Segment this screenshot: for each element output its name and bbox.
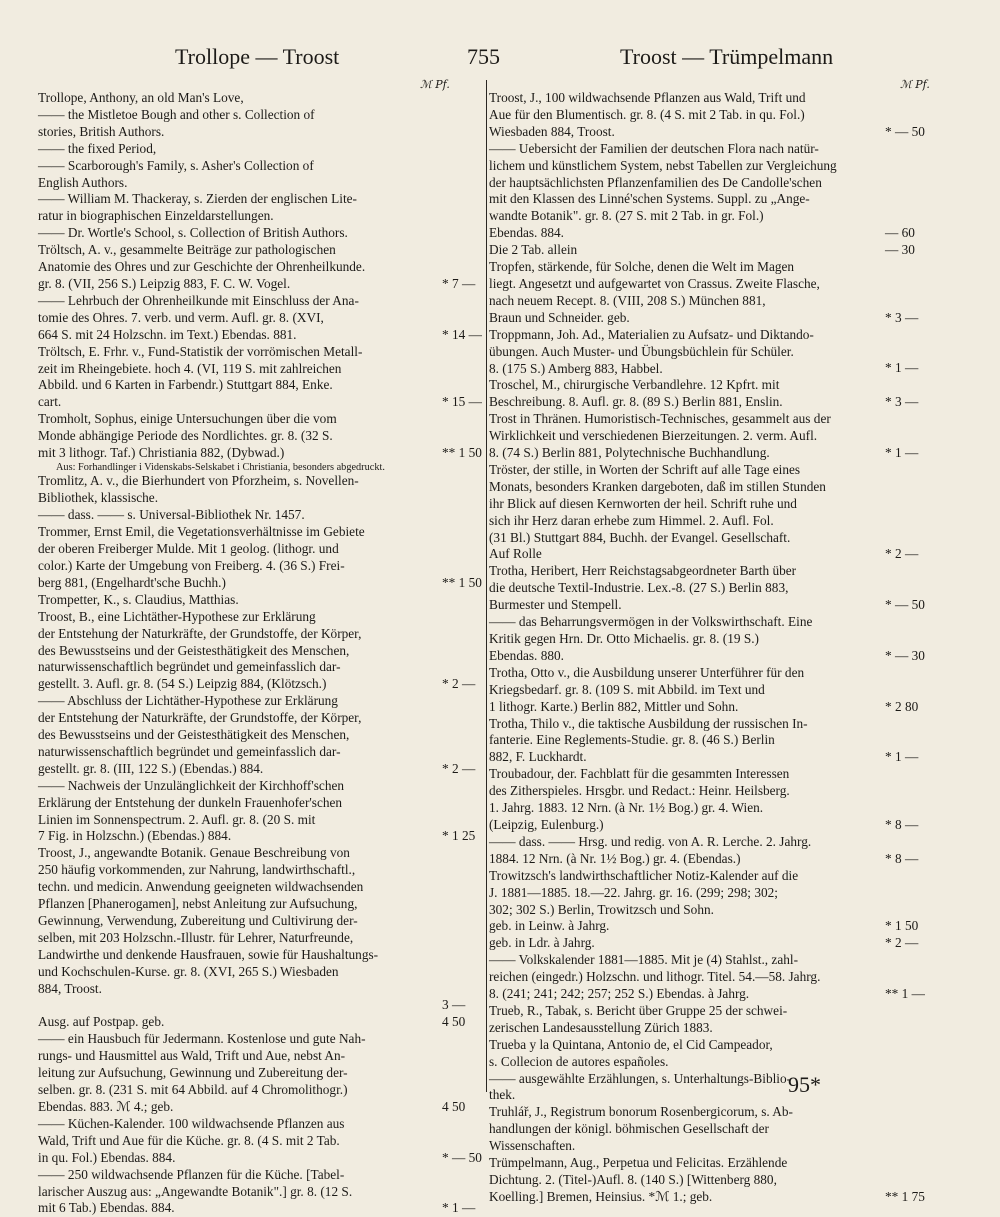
entry-price: * 14 — xyxy=(442,326,482,342)
entry-text: —— dass. —— Hrsg. und redig. von A. R. Lerche. 2. Jahrg. 1884. 12 Nrn. (à Nr. 1½ Bog.) gr. 4. (Ebendas.) xyxy=(489,833,812,866)
entry-price: * 2 80 xyxy=(885,698,919,714)
entry-text: —— Volkskalender 1881—1885. Mit je (4) Stahlst., zahl- reichen (eingedr.) Holzschn. und lithogr. Titel. 54.—58. Jahrg. 8. (241; 241; 242; 257; 252 S.) Ebendas. à Jahrg. xyxy=(489,952,821,1002)
entry-text: Trollope, Anthony, an old Man's Love, —— the Mistletoe Bough and other s. Collection of stories, British Authors. —— the fixed Period, xyxy=(38,90,315,156)
entry-price: * 2 — xyxy=(885,546,919,562)
entry-price: 4 50 xyxy=(442,1098,466,1114)
entry-price: ** 1 50 xyxy=(442,445,482,461)
catalog-entry xyxy=(38,473,438,507)
entry-price: * 3 — xyxy=(885,394,919,410)
catalog-entry xyxy=(489,259,919,327)
entry-price: 3 — 4 50 xyxy=(442,997,466,1030)
entry-text: —— Scarborough's Family, s. Asher's Collection of English Authors. xyxy=(38,157,314,190)
entry-note: Aus: Forhandlinger i Videnskabs-Selskabet i Christiania, besonders abgedruckt. xyxy=(56,461,385,473)
entry-text: Troost, J., angewandte Botanik. Genaue Beschreibung von 250 häufig vorkommenden, zur Nahrung, landwirthschaftl., techn. und medicin. Anwendung geeigneten wildwachsenden Pflanzen [Phanerogamen], nebst Anleitung zur Aufsuchung, Gewinnung, Verwendung, Zubereitung und Cultivirung der- selben, mit 203 Holzschn.-Illustr. für Lehrer, Naturfreunde, Landwirthe und denkende Hausfrauen, sowie für Haushaltungs- und Kochschulen-Kurse. gr. 8. (XVI, 265 S.) Wiesbaden 884, Troost. Ausg. auf Postpap. geb. xyxy=(38,845,379,1030)
entry-price: * 1 — xyxy=(885,749,919,765)
entry-text: Troubadour, der. Fachblatt für die gesammten Interessen des Zitherspieles. Hrsgbr. und Redact.: Heinr. Heilsberg. 1. Jahrg. 1883. 12 Nrn. (à Nr. 1½ Bog.) gr. 4. Wien. (Leipzig, Eulenburg.) xyxy=(489,766,790,832)
entry-text: Trompetter, K., s. Claudius, Matthias. xyxy=(38,591,239,607)
entry-text: —— das Beharrungsvermögen in der Volkswirthschaft. Eine Kritik gegen Hrn. Dr. Otto Michaelis. gr. 8. (19 S.) Ebendas. 880. xyxy=(489,614,813,663)
entry-text: Trümpelmann, Aug., Perpetua und Felicitas. Erzählende Dichtung. 2. (Titel-)Aufl. 8. (140 S.) [Wittenberg 880, Koelling.] Bremen, Heinsius. *ℳ 1.; geb. xyxy=(489,1155,788,1204)
entry-text: —— Dr. Wortle's School, s. Collection of British Authors. xyxy=(38,225,348,241)
entry-price: * 1 — xyxy=(442,1200,476,1216)
catalog-entry xyxy=(489,1155,925,1206)
entry-text: Troschel, M., chirurgische Verbandlehre. 12 Kpfrt. mit Beschreibung. 8. Aufl. gr. 8. (89 S.) Berlin 881, Enslin. xyxy=(489,377,783,410)
catalog-entry xyxy=(38,777,476,846)
entry-text: Trommer, Ernst Emil, die Vegetationsverhältnisse im Gebiete der oberen Freiberger Mulde. Mit 1 geolog. (lithogr. und color.) Karte der Umgebung von Freiberg. 4. (36 S.) Frei- berg 881, (Engelhardt'sche Buchh.) xyxy=(38,524,365,590)
catalog-entry xyxy=(489,1037,889,1071)
running-header xyxy=(30,44,970,74)
entry-text: —— Küchen-Kalender. 100 wildwachsende Pflanzen aus Wald, Trift und Aue für die Küche. gr. 8. (4 S. mit 2 Tab. in qu. Fol.) Ebendas. 884. xyxy=(38,1115,345,1165)
entry-text: —— dass. —— s. Universal-Bibliothek Nr. 1457. xyxy=(38,507,305,523)
entry-text: —— William M. Thackeray, s. Zierden der englischen Lite- ratur in biographischen Einzeldarstellungen. xyxy=(38,191,357,224)
entry-text: Trowitzsch's landwirthschaftlicher Notiz-Kalender auf die J. 1881—1885. 18.—22. Jahrg. gr. 16. (299; 298; 302; 302; 302 S.) Berlin, Trowitzsch und Sohn. geb. in Leinw. à Jahrg. geb. in Ldr. à Jahrg. xyxy=(489,867,799,951)
entry-text: Tromlitz, A. v., die Bierhundert von Pforzheim, s. Novellen- Bibliothek, klassische. xyxy=(38,473,359,506)
catalog-entry xyxy=(38,158,438,192)
entry-price: — 60 — 30 xyxy=(885,225,915,258)
catalog-entry xyxy=(38,1031,466,1116)
page-number: 755 xyxy=(467,44,500,69)
catalog-entry xyxy=(489,140,915,259)
entry-text: Trotha, Thilo v., die taktische Ausbildung der russischen In- fanterie. Eine Reglements-Studie. gr. 8. (46 S.) Berlin 882, F. Luckhardt. xyxy=(489,715,808,765)
catalog-entry xyxy=(489,461,919,563)
entry-text: Truhlář, J., Registrum bonorum Rosenbergicorum, s. Ab- handlungen der königl. böhmischen Gesellschaft der Wissenschaften. xyxy=(489,1104,793,1154)
entry-text: —— ausgewählte Erzählungen, s. Unterhaltungs-Biblio- thek. xyxy=(489,1070,792,1103)
entry-price: * 2 — xyxy=(442,676,476,692)
entry-text: —— Uebersicht der Familien der deutschen Flora nach natür- lichem und künstlichem System, nebst Tabellen zur Vergleichung der hauptsächlichsten Pflanzenfamilien des De Candolle'schen mit den Klassen des Linné'schen Systems. Suppl. zu „Ange- wandte Botanik". gr. 8. (27 S. mit 2 Tab. in gr. Fol.) Ebendas. 884. Die 2 Tab. allein xyxy=(489,140,837,258)
catalog-entry xyxy=(38,1115,482,1167)
entry-price: * 7 — xyxy=(442,275,476,291)
entry-price: * 1 — xyxy=(885,445,919,461)
entry-text: —— Abschluss der Lichtäther-Hypothese zur Erklärung der Entstehung der Naturkräfte, der Grundstoffe, der Körper, des Bewusstseins und der Geistesthätigkeit des Menschen, naturwissenschaftlich begründet und gemeinfasslich dar- gestellt. gr. 8. (III, 122 S.) (Ebendas.) 884. xyxy=(38,693,362,776)
catalog-entry xyxy=(489,867,919,953)
entry-text: Tromholt, Sophus, einige Untersuchungen über die vom Monde abhängige Periode des Nordlichtes. gr. 8. (32 S. mit 3 lithogr. Taf.) Christiania 882, (Dybwad.) xyxy=(38,411,337,461)
header-left: Trollope — Troost xyxy=(175,44,340,69)
catalog-entry xyxy=(38,292,482,344)
catalog-entry xyxy=(489,411,919,462)
entry-text: —— Lehrbuch der Ohrenheilkunde mit Einschluss der Ana- tomie des Ohres. 7. verb. und verm. Aufl. gr. 8. (XVI, 664 S. mit 24 Holzschn. im Text.) Ebendas. 881. xyxy=(38,292,359,342)
entry-text: —— ein Hausbuch für Jedermann. Kostenlose und gute Nah- rungs- und Hausmittel aus Wald, Trift und Aue, nebst An- leitung zur Aufsuchung, Gewinnung und Zubereitung der- selben. gr. 8. (231 S. mit 64 Abbild. auf 4 Chromolithogr.) Ebendas. 883. ℳ 4.; geb. xyxy=(38,1031,366,1114)
entry-price: ** 1 50 xyxy=(442,574,482,590)
catalog-entry xyxy=(38,1166,476,1217)
entry-text: Tröltsch, A. v., gesammelte Beiträge zur pathologischen Anatomie des Ohres und zur Geschichte der Ohrenheilkunde. gr. 8. (VII, 256 S.) Leipzig 883, F. C. W. Vogel. xyxy=(38,242,366,291)
entry-price: * 1 25 xyxy=(442,828,476,844)
catalog-entry xyxy=(38,242,476,293)
catalog-entry xyxy=(38,507,438,524)
entry-text: Trost in Thränen. Humoristisch-Technisches, gesammelt aus der Wirklichkeit und verschiedenen Bierzeitungen. 2. verm. Aufl. 8. (74 S.) Berlin 881, Polytechnische Buchhandlung. xyxy=(489,411,831,461)
entry-text: Tröster, der stille, in Worten der Schrift auf alle Tage eines Monats, besonders Kranken dargeboten, daß im stillen Stunden ihr Blick auf diesen Kernworten der heil. Schrift ruhe und sich ihr Herz daran erhebe zum Himmel. 2. Aufl. Fol. (31 Bl.) Stuttgart 884, Buchh. der Evangel. Gesellschaft. Auf Rolle xyxy=(489,461,826,562)
entry-price: * 15 — xyxy=(442,394,482,410)
catalog-entry xyxy=(489,1071,889,1105)
entry-text: Troost, J., 100 wildwachsende Pflanzen aus Wald, Trift und Aue für den Blumentisch. gr. 8. (4 S. mit 2 Tab. in qu. Fol.) Wiesbaden 884, Troost. xyxy=(489,90,806,139)
entry-price: * 1 50 * 2 — xyxy=(885,918,919,951)
currency-heading-left: ℳ Pf. xyxy=(420,78,450,91)
entry-price: * — 30 xyxy=(885,647,925,663)
entry-price: * 1 — xyxy=(885,360,919,376)
catalog-entry xyxy=(38,693,476,778)
catalog-entry xyxy=(489,563,925,614)
entry-text: Tröltsch, E. Frhr. v., Fund-Statistik der vorrömischen Metall- zeit im Rheingebiete. hoch 4. (VI, 119 S. mit zahlreichen Abbild. und 6 Karten in Farbendr.) Stuttgart 884, Enke. cart. xyxy=(38,343,363,410)
catalog-entry xyxy=(489,1104,889,1155)
entry-price: * 3 — xyxy=(885,309,919,325)
currency-heading-right: ℳ Pf. xyxy=(900,78,930,91)
entry-price: * — 50 xyxy=(885,597,925,613)
entry-price: * — 50 xyxy=(885,123,925,139)
entry-text: Trotha, Heribert, Herr Reichstagsabgeordneter Barth über die deutsche Textil-Industrie. Lex.-8. (27 S.) Berlin 883, Burmester und Stempell. xyxy=(489,563,797,613)
entry-text: Troost, B., eine Lichtäther-Hypothese zur Erklärung der Entstehung der Naturkräfte, der Grundstoffe, der Körper, des Bewusstseins und der Geistesthätigkeit des Menschen, naturwissenschaftlich begründet und gemeinfasslich dar- gestellt. 3. Aufl. gr. 8. (54 S.) Leipzig 884, (Klötzsch.) xyxy=(38,608,362,692)
entry-price: * 8 — xyxy=(885,850,919,866)
entry-text: Trotha, Otto v., die Ausbildung unserer Unterführer für den Kriegsbedarf. gr. 8. (109 S. mit Abbild. im Text und 1 lithogr. Karte.) Berlin 882, Mittler und Sohn. xyxy=(489,664,805,714)
entry-price: ** 1 — xyxy=(885,986,925,1002)
signature-mark: 95* xyxy=(788,1072,821,1097)
catalog-entry xyxy=(489,90,925,141)
catalog-entry xyxy=(38,191,438,225)
right-column xyxy=(489,90,925,1206)
catalog-entry xyxy=(38,343,482,412)
left-column xyxy=(38,90,482,1217)
entry-price: * 8 — xyxy=(885,816,919,832)
catalog-entry xyxy=(38,845,466,1031)
catalog-entry xyxy=(489,715,919,767)
catalog-entry xyxy=(38,90,438,158)
catalog-entry xyxy=(38,608,476,694)
catalog-entry xyxy=(489,377,919,411)
entry-text: Tropfen, stärkende, für Solche, denen die Welt im Magen liegt. Angesetzt und aufgewartet von Crassus. Zweite Flasche, nach neuem Recept. 8. (VIII, 208 S.) München 881, Braun und Schneider. geb. xyxy=(489,259,820,325)
catalog-entry xyxy=(489,614,925,665)
catalog-entry xyxy=(489,1003,889,1037)
catalog-entry xyxy=(38,225,438,242)
entry-text: —— Nachweis der Unzulänglichkeit der Kirchhoff'schen Erklärung der Entstehung der dunkeln Frauenhofer'schen Linien im Sonnenspectrum. 2. Aufl. gr. 8. (20 S. mit 7 Fig. in Holzschn.) (Ebendas.) 884. xyxy=(38,777,345,844)
catalog-entry xyxy=(489,664,919,716)
catalog-entry xyxy=(489,326,919,378)
catalog-entry xyxy=(38,411,482,473)
entry-price: * — 50 xyxy=(442,1149,482,1165)
entry-text: Troppmann, Joh. Ad., Materialien zu Aufsatz- und Diktando- übungen. Auch Muster- und Übungsbüchlein für Schüler. 8. (175 S.) Amberg 883, Habbel. xyxy=(489,326,814,376)
entry-text: Trueba y la Quintana, Antonio de, el Cid Campeador, s. Collecion de autores españoles. xyxy=(489,1036,773,1069)
header-right: Troost — Trümpelmann xyxy=(620,44,834,69)
entry-text: —— 250 wildwachsende Pflanzen für die Küche. [Tabel- larischer Auszug aus: „Angewandte Botanik".] gr. 8. (12 S. mit 6 Tab.) Ebendas. 884. xyxy=(38,1166,353,1216)
catalog-entry xyxy=(489,766,919,834)
entry-price: ** 1 75 xyxy=(885,1188,925,1204)
catalog-entry xyxy=(38,592,438,609)
entry-price: * 2 — xyxy=(442,760,476,776)
catalog-entry xyxy=(38,524,482,592)
catalog-entry xyxy=(489,833,919,868)
catalog-entry xyxy=(489,952,925,1003)
entry-text: Trueb, R., Tabak, s. Bericht über Gruppe 25 der schwei- zerischen Landesausstellung Zürich 1883. xyxy=(489,1002,788,1035)
